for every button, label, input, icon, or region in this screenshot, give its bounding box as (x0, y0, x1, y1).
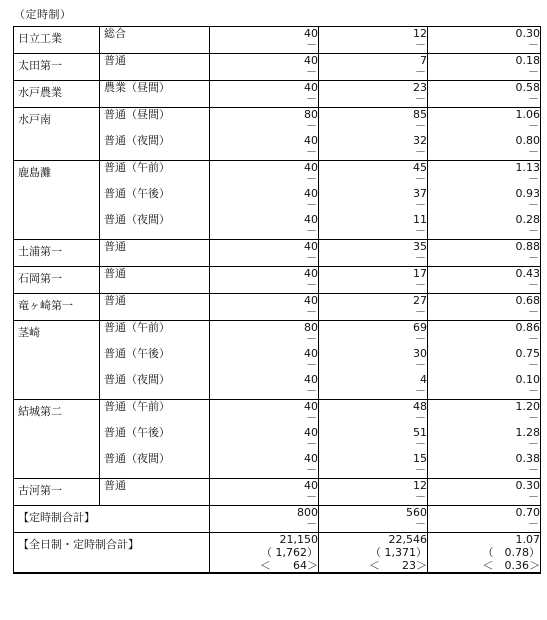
school-name-cell (14, 161, 100, 240)
value: 0.70 (515, 506, 540, 519)
dash-mark: － (306, 517, 317, 530)
dash-mark: － (528, 38, 539, 51)
dash-mark: － (415, 198, 426, 211)
dash-mark: － (306, 172, 317, 185)
school-row (14, 81, 541, 108)
dash-mark: － (528, 145, 539, 158)
grand-total-label: 【全日制・定時制合計】 (18, 538, 139, 551)
value: ＜ 64＞ (260, 559, 318, 572)
value: 40 (304, 27, 318, 40)
value: 0.18 (515, 54, 540, 67)
dash-mark: － (306, 278, 317, 291)
teiji-total-ratio (428, 506, 541, 533)
dash-mark: － (415, 305, 426, 318)
spacer (100, 40, 209, 53)
course-name: 普通 (104, 54, 126, 67)
ratio-cell (428, 27, 541, 54)
school-name: 水戸農業 (18, 86, 62, 99)
dash-mark: － (528, 65, 539, 78)
school-row (14, 321, 541, 400)
ratio-cell (428, 54, 541, 81)
value: 40 (304, 81, 318, 94)
value: 1.06 (515, 108, 540, 121)
ratio-cell (428, 240, 541, 267)
capacity-cell (210, 400, 319, 479)
applicants-cell (319, 27, 428, 54)
value: 1.13 (515, 161, 540, 174)
value: 0.38 (515, 452, 540, 465)
spacer (100, 94, 209, 107)
dash-mark: － (306, 38, 317, 51)
value: 40 (304, 452, 318, 465)
value: 40 (304, 161, 318, 174)
dash-mark: － (415, 463, 426, 476)
school-row (14, 240, 541, 267)
value: 40 (304, 479, 318, 492)
value: 1.20 (515, 400, 540, 413)
course-cell (100, 161, 210, 240)
ratio-cell (428, 161, 541, 240)
school-name: 日立工業 (18, 32, 62, 45)
value: 40 (304, 373, 318, 386)
dash-mark: － (306, 145, 317, 158)
school-name-cell (14, 267, 100, 294)
ratio-cell (428, 108, 541, 161)
value: 0.58 (515, 81, 540, 94)
dash-mark: － (306, 198, 317, 211)
value: 85 (413, 108, 427, 121)
school-name: 水戸南 (18, 113, 51, 126)
dash-mark: － (528, 332, 539, 345)
dash-mark: － (528, 437, 539, 450)
value: 45 (413, 161, 427, 174)
dash-mark: － (528, 119, 539, 132)
school-name: 太田第一 (18, 59, 62, 72)
school-name: 土浦第一 (18, 245, 62, 258)
spacer (100, 253, 209, 266)
spacer (100, 360, 209, 373)
ratio-cell (428, 321, 541, 400)
dash-mark: － (415, 358, 426, 371)
dash-mark: － (415, 517, 426, 530)
school-name: 結城第二 (18, 405, 62, 418)
applicants-cell (319, 479, 428, 506)
course-cell (100, 81, 210, 108)
dash-mark: － (528, 92, 539, 105)
dash-mark: － (306, 358, 317, 371)
ratio-cell (428, 479, 541, 506)
value: 69 (413, 321, 427, 334)
value: 0.75 (515, 347, 540, 360)
capacity-cell (210, 267, 319, 294)
value: 0.68 (515, 294, 540, 307)
course-cell (100, 27, 210, 54)
school-name-cell (14, 400, 100, 479)
value: 51 (413, 426, 427, 439)
school-row (14, 161, 541, 240)
dash-mark: － (415, 490, 426, 503)
value: 12 (413, 27, 427, 40)
dash-mark: － (528, 358, 539, 371)
dash-mark: － (528, 517, 539, 530)
applicants-cell (319, 400, 428, 479)
value: 40 (304, 267, 318, 280)
value: 0.88 (515, 240, 540, 253)
value: 0.30 (515, 27, 540, 40)
course-name: 普通（夜間） (104, 452, 170, 465)
spacer (100, 334, 209, 347)
value: 80 (304, 108, 318, 121)
value: 0.86 (515, 321, 540, 334)
school-row (14, 54, 541, 81)
grand-total-label-cell (14, 533, 210, 574)
value: 0.93 (515, 187, 540, 200)
course-cell (100, 108, 210, 161)
value: 1.07 (515, 533, 540, 546)
ratio-cell (428, 81, 541, 108)
value: 1.28 (515, 426, 540, 439)
course-name: 普通（夜間） (104, 373, 170, 386)
school-row (14, 27, 541, 54)
dash-mark: － (306, 119, 317, 132)
spacer (100, 67, 209, 80)
course-name: 総合 (104, 27, 126, 40)
capacity-cell (210, 27, 319, 54)
capacity-cell (210, 161, 319, 240)
section-label: （定時制） (14, 8, 72, 21)
course-cell (100, 294, 210, 321)
dash-mark: － (415, 224, 426, 237)
dash-mark: － (306, 92, 317, 105)
spacer (100, 386, 209, 399)
course-cell (100, 54, 210, 81)
course-name: 普通（夜間） (104, 213, 170, 226)
value: 40 (304, 240, 318, 253)
spacer (100, 174, 209, 187)
course-name: 普通 (104, 240, 126, 253)
school-row (14, 400, 541, 479)
school-name-cell (14, 54, 100, 81)
school-name: 古河第一 (18, 484, 62, 497)
school-name-cell (14, 240, 100, 267)
applicants-cell (319, 267, 428, 294)
applicants-cell (319, 321, 428, 400)
teiji-total-row (14, 506, 541, 533)
spacer (100, 121, 209, 134)
course-name: 普通（午後） (104, 426, 170, 439)
applicants-cell (319, 294, 428, 321)
dash-mark: － (528, 490, 539, 503)
school-row (14, 294, 541, 321)
value: 80 (304, 321, 318, 334)
dash-mark: － (415, 437, 426, 450)
dash-mark: － (415, 332, 426, 345)
dash-mark: － (415, 119, 426, 132)
applicants-cell (319, 54, 428, 81)
value: ＜ 0.36＞ (482, 559, 540, 572)
spacer (100, 413, 209, 426)
dash-mark: － (306, 463, 317, 476)
value: 37 (413, 187, 427, 200)
dash-mark: － (415, 145, 426, 158)
school-name: 石岡第一 (18, 272, 62, 285)
dash-mark: － (528, 224, 539, 237)
dash-mark: － (528, 463, 539, 476)
value: 40 (304, 400, 318, 413)
value: 11 (413, 213, 427, 226)
value: 35 (413, 240, 427, 253)
spacer (100, 307, 209, 320)
value: 30 (413, 347, 427, 360)
dash-mark: － (306, 437, 317, 450)
value: 17 (413, 267, 427, 280)
value: ＜ 23＞ (369, 559, 427, 572)
dash-mark: － (528, 172, 539, 185)
dash-mark: － (306, 251, 317, 264)
dash-mark: － (528, 251, 539, 264)
school-name-cell (14, 27, 100, 54)
dash-mark: － (528, 278, 539, 291)
course-cell (100, 400, 210, 479)
value: 4 (420, 373, 427, 386)
dash-mark: － (415, 384, 426, 397)
school-row (14, 479, 541, 506)
dash-mark: － (415, 172, 426, 185)
dash-mark: － (528, 305, 539, 318)
value: （ 1,762） (261, 546, 318, 559)
school-row (14, 108, 541, 161)
ratio-cell (428, 267, 541, 294)
capacity-cell (210, 54, 319, 81)
dash-mark: － (306, 305, 317, 318)
school-name: 茎崎 (18, 326, 40, 339)
school-row (14, 267, 541, 294)
school-name: 竜ヶ崎第一 (18, 299, 73, 312)
spacer (100, 200, 209, 213)
course-name: 普通（午前） (104, 400, 170, 413)
course-name: 普通 (104, 267, 126, 280)
value: 7 (420, 54, 427, 67)
enrollment-table (13, 26, 541, 574)
value: 0.28 (515, 213, 540, 226)
grand-total-row (14, 533, 541, 574)
course-cell (100, 479, 210, 506)
school-name-cell (14, 294, 100, 321)
grand-total-applicants (319, 533, 428, 574)
course-name: 普通（午前） (104, 321, 170, 334)
value: 48 (413, 400, 427, 413)
value: 40 (304, 54, 318, 67)
value: 40 (304, 213, 318, 226)
school-name-cell (14, 81, 100, 108)
course-name: 農業（昼間） (104, 81, 170, 94)
course-name: 普通 (104, 479, 126, 492)
value: （ 0.78） (482, 546, 540, 559)
dash-mark: － (415, 38, 426, 51)
teiji-total-capacity (210, 506, 319, 533)
teiji-total-applicants (319, 506, 428, 533)
value: 22,546 (388, 533, 427, 546)
dash-mark: － (415, 92, 426, 105)
value: 0.30 (515, 479, 540, 492)
dash-mark: － (415, 278, 426, 291)
dash-mark: － (415, 65, 426, 78)
value: 23 (413, 81, 427, 94)
dash-mark: － (415, 411, 426, 424)
value: 21,150 (279, 533, 318, 546)
ratio-cell (428, 400, 541, 479)
spacer (100, 147, 209, 160)
value: 40 (304, 347, 318, 360)
spacer (100, 492, 209, 505)
course-cell (100, 321, 210, 400)
dash-mark: － (306, 411, 317, 424)
dash-mark: － (306, 490, 317, 503)
value: 40 (304, 294, 318, 307)
dash-mark: － (528, 384, 539, 397)
school-name-cell (14, 108, 100, 161)
teiji-total-label-cell (14, 506, 210, 533)
dash-mark: － (306, 224, 317, 237)
value: （ 1,371） (370, 546, 427, 559)
dash-mark: － (528, 411, 539, 424)
dash-mark: － (306, 65, 317, 78)
course-name: 普通（午前） (104, 161, 170, 174)
course-name: 普通（午後） (104, 187, 170, 200)
dash-mark: － (415, 251, 426, 264)
school-name-cell (14, 321, 100, 400)
grand-total-capacity (210, 533, 319, 574)
school-name: 鹿島灘 (18, 166, 51, 179)
value: 32 (413, 134, 427, 147)
value: 800 (297, 506, 318, 519)
applicants-cell (319, 81, 428, 108)
applicants-cell (319, 240, 428, 267)
school-name-cell (14, 479, 100, 506)
value: 40 (304, 426, 318, 439)
grand-total-ratio (428, 533, 541, 574)
spacer (100, 439, 209, 452)
spacer (100, 280, 209, 293)
capacity-cell (210, 108, 319, 161)
dash-mark: － (306, 384, 317, 397)
value: 40 (304, 134, 318, 147)
capacity-cell (210, 240, 319, 267)
applicants-cell (319, 161, 428, 240)
dash-mark: － (306, 332, 317, 345)
course-name: 普通 (104, 294, 126, 307)
course-cell (100, 267, 210, 294)
value: 0.80 (515, 134, 540, 147)
applicants-cell (319, 108, 428, 161)
capacity-cell (210, 479, 319, 506)
value: 27 (413, 294, 427, 307)
capacity-cell (210, 321, 319, 400)
teiji-total-label: 【定時制合計】 (18, 511, 95, 524)
spacer (100, 465, 209, 478)
dash-mark: － (528, 198, 539, 211)
spacer (100, 226, 209, 239)
value: 12 (413, 479, 427, 492)
value: 15 (413, 452, 427, 465)
course-name: 普通（午後） (104, 347, 170, 360)
capacity-cell (210, 81, 319, 108)
course-name: 普通（昼間） (104, 108, 170, 121)
course-name: 普通（夜間） (104, 134, 170, 147)
value: 0.10 (515, 373, 540, 386)
value: 560 (406, 506, 427, 519)
value: 40 (304, 187, 318, 200)
capacity-cell (210, 294, 319, 321)
course-cell (100, 240, 210, 267)
ratio-cell (428, 294, 541, 321)
value: 0.43 (515, 267, 540, 280)
